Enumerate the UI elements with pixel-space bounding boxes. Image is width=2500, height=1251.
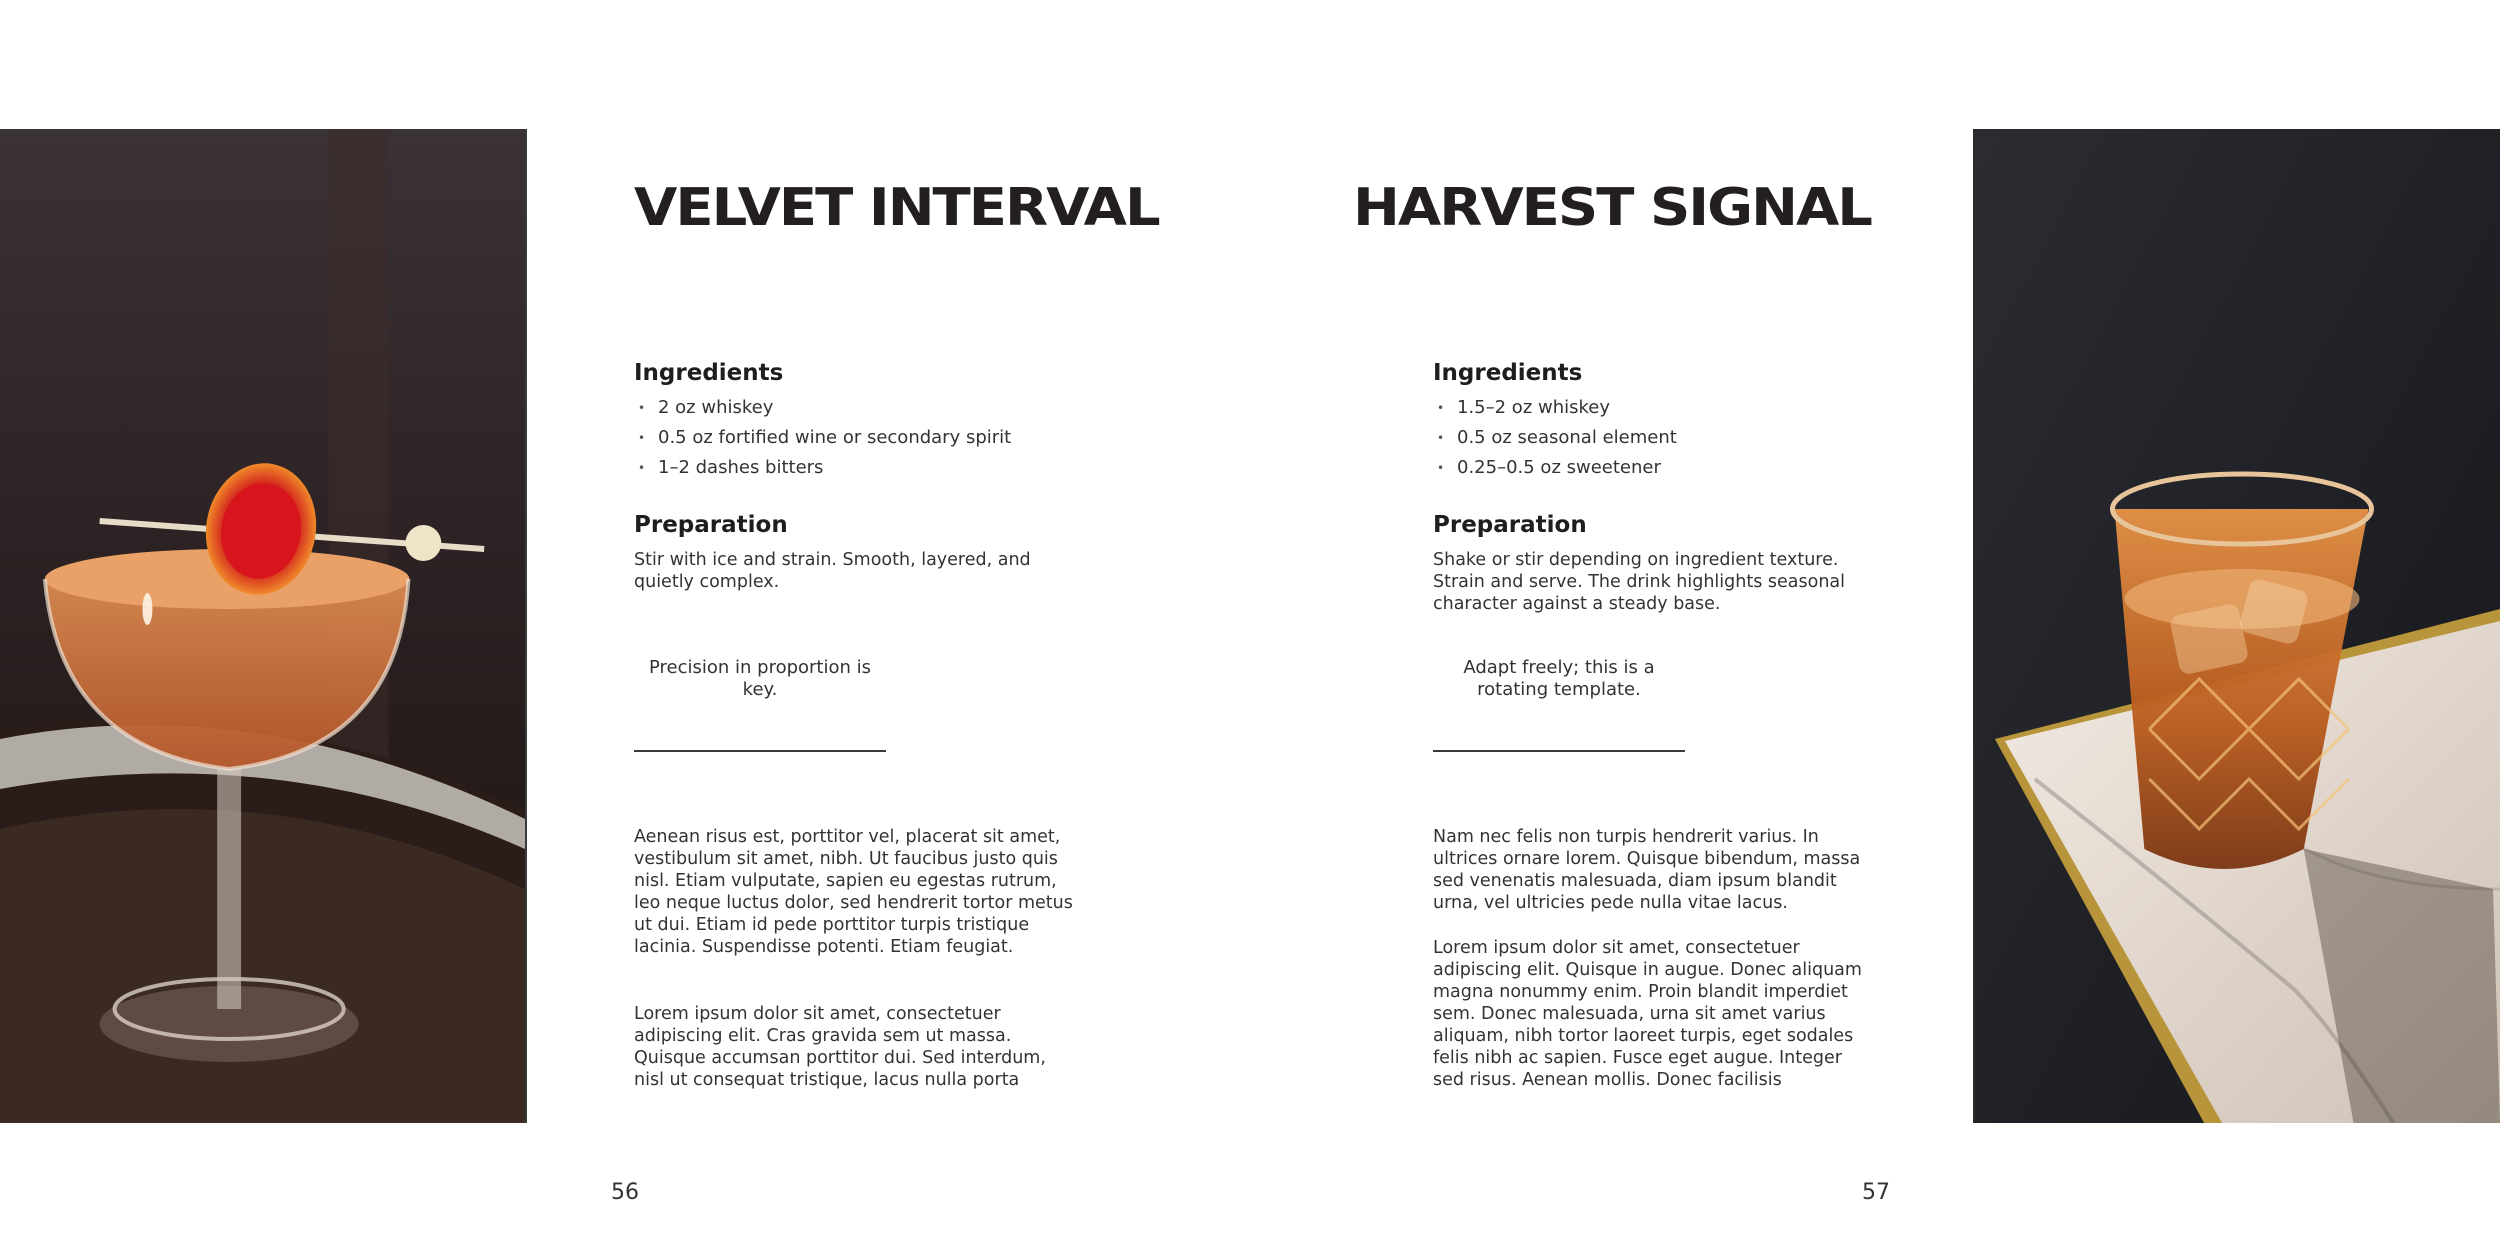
pull-quote: Precision in proportion is key. [648,657,872,700]
body-paragraph: Nam nec felis non turpis hendrerit varius. In ultrices ornare lorem. Quisque bibendum, massa sed venenatis malesuada, diam ipsum blandit urna, vel ultricies pede nulla vitae lacus. [1433,827,1861,913]
ingredient-item: • 1.5–2 oz whiskey [1433,393,1677,423]
body-paragraph: Lorem ipsum dolor sit amet, consectetuer adipiscing elit. Cras gravida sem ut massa. Quisque accumsan porttitor dui. Sed interdum, nisl ut consequat tristique, lacus nulla porta [634,1004,1046,1090]
divider-rule [634,750,886,752]
preparation-heading: Preparation [1433,512,1587,538]
ingredient-item: • 0.5 oz seasonal element [1433,423,1677,453]
pull-quote: Adapt freely; this is a rotating template. [1463,657,1655,700]
preparation-text: Shake or stir depending on ingredient texture. Strain and serve. The drink highlights seasonal character against a steady base. [1433,550,1846,614]
page-number: 57 [1862,1180,1890,1205]
preparation-heading: Preparation [634,512,788,538]
body-paragraph: Aenean risus est, porttitor vel, placerat sit amet, vestibulum sit amet, nibh. Ut faucibus justo quis nisl. Etiam vulputate, sapien eu egestas rutrum, leo neque luctus dolor, sed hendrerit tortor metus ut dui. Etiam id pede porttitor turpis tristique lacinia. Suspendisse potenti. Etiam feugiat. [634,827,1073,957]
ingredients-list [1433,393,1677,483]
ingredient-item: • 1–2 dashes bitters [634,453,1011,483]
ingredient-item: • 0.25–0.5 oz sweetener [1433,453,1677,483]
divider-rule [1433,750,1685,752]
recipe-title: HARVEST SIGNAL [1353,178,1871,238]
page-number: 56 [611,1180,639,1205]
ingredient-item: • 0.5 oz fortified wine or secondary spirit [634,423,1011,453]
ingredient-item: • 2 oz whiskey [634,393,1011,423]
body-paragraph: Lorem ipsum dolor sit amet, consectetuer adipiscing elit. Quisque in augue. Donec aliquam magna nonummy enim. Proin blandit imperdiet sem. Donec malesuada, urna sit amet varius aliquam, nibh tortor laoreet turpis, eget sodales felis nibh ac sapien. Fusce eget augue. Integer sed risus. Aenean mollis. Donec facilisis [1433,938,1862,1090]
preparation-text: Stir with ice and strain. Smooth, layered, and quietly complex. [634,550,1031,592]
whiskey-glass-photo [1973,129,2500,1123]
coupe-cocktail-photo [0,129,527,1123]
ingredients-heading: Ingredients [1433,360,1583,386]
ingredients-heading: Ingredients [634,360,784,386]
recipe-title: VELVET INTERVAL [634,178,1159,238]
ingredients-list [634,393,1011,483]
